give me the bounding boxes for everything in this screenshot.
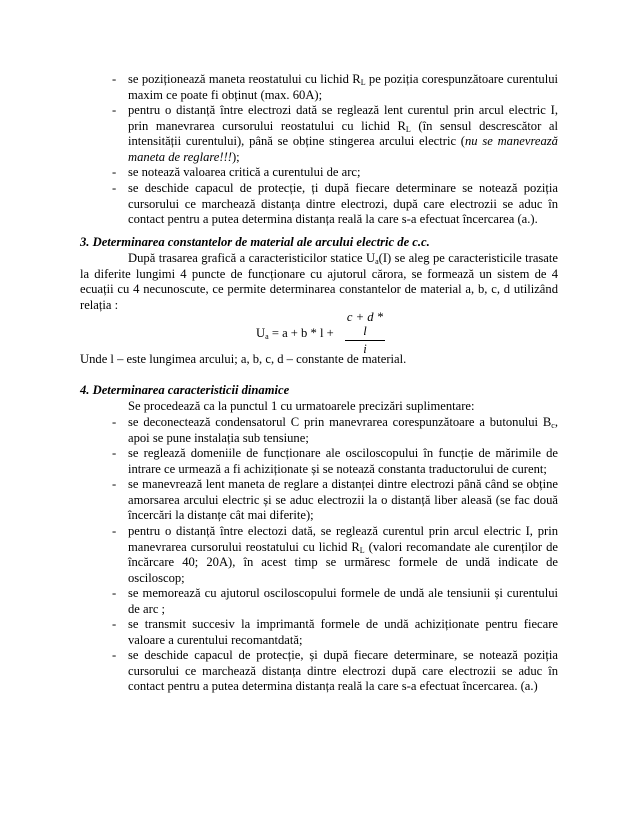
- fraction: [345, 310, 385, 356]
- bullet-dash: -: [112, 446, 117, 460]
- subscript: L: [360, 78, 366, 87]
- paragraph: [80, 251, 558, 313]
- bullet-dash: -: [112, 103, 117, 117]
- subscript: a: [265, 332, 269, 341]
- subscript: L: [405, 124, 411, 134]
- section-heading: 4. Determinarea caracteristicii dinamice: [80, 383, 290, 397]
- formula: [256, 310, 406, 356]
- list-item-text: );: [231, 149, 240, 164]
- fraction-numerator: c + d * l: [346, 310, 384, 338]
- paragraph-text: După trasarea grafică a caracteristicilor statice U: [128, 251, 376, 265]
- list-item-text: se manevrează lent maneta de reglare a distanței dintre electrozi până când se obține amorsarea arcului electric și se aduc electrozii la o distanță liber aleasă (se fac două încercări la distanțe cât mai diferite);: [128, 477, 558, 523]
- list-item-text: pentru o distanță între electrozi dată se reglează lent curentul prin arcul electric I, prin manevrarea cursorului reostatului cu lichid R: [128, 103, 558, 133]
- list-item-text: se deschide capacul de protecție, ți după fiecare determinare se notează poziția cursorului ce marchează distanța dintre electrozi, după care electrozii se aduc în contact pentru a putea determina distanța reală la care s-a efectuat încercarea (a.).: [128, 181, 558, 227]
- section-heading: 3. Determinarea constantelor de material ale arcului electric de c.c.: [80, 235, 430, 249]
- formula-lhs: [256, 326, 334, 341]
- list-item-text: (în sensul descrescător al intensității curentului), până se obține stingerea arcului electric (: [128, 118, 558, 149]
- paragraph-text: Se procedează ca la punctul 1 cu urmatoarele precizări suplimentare:: [128, 399, 475, 413]
- formula-symbol: U: [256, 326, 266, 340]
- list-item-text: se reglează domeniile de funcționare ale osciloscopului în funcție de mărimile de intrare ce urmează a fi achiziționate și se notează constanta traductorului de curent;: [128, 446, 558, 476]
- bullet-dash: -: [112, 524, 117, 538]
- list-item-text: se deschide capacul de protecție, și după fiecare determinare, se notează poziția cursorului ce marchează distanța dintre electrozi după care electrozii se aduc în contact pentru a putea determina distanța reală la care s-a efectuat încercarea. (a.): [128, 648, 558, 694]
- paragraph-text: (I) se aleg pe caracteristicile trasate la diferite lungimi 4 puncte de funcționare cu ajutorul cărora, se formează un sistem de 4 ecuații cu 4 necunoscute, ce permite determinarea constantelor de material a, b, c, d utilizând relația :: [80, 251, 558, 312]
- subscript: L: [359, 545, 365, 555]
- paragraph: Unde l – este lungimea arcului; a, b, c, d – constante de material.: [80, 352, 407, 366]
- bullet-dash: -: [112, 165, 117, 179]
- bullet-dash: -: [112, 617, 117, 631]
- fraction-bar: [345, 340, 385, 341]
- list-item-text: se poziționează maneta reostatului cu lichid R: [128, 72, 361, 86]
- list-item-text: se notează valoarea critică a curentului de arc;: [128, 165, 361, 179]
- formula-text: = a + b * l +: [268, 326, 334, 340]
- bullet-dash: -: [112, 586, 117, 600]
- subscript: a: [375, 257, 379, 266]
- list-item-text: (valori recomandate ale curenților de încărcare 40; 20A), în acest timp se urmăresc formele de undă indicate de osciloscop;: [128, 539, 558, 585]
- list-item-text: , apoi se pune instalația sub tensiune;: [128, 415, 558, 445]
- list-item-text: se memorează cu ajutorul osciloscopului formele de undă ale tensiunii și curentului de arc ;: [128, 586, 558, 616]
- bullet-dash: -: [112, 415, 117, 429]
- list-item-text: se transmit succesiv la imprimantă formele de undă achiziționate pentru fiecare valoare a curentului recomantdată;: [128, 617, 558, 647]
- list-item-text: pe poziția corespunzătoare curentului maxim ce poate fi obținut (max. 60A);: [128, 72, 558, 102]
- bullet-dash: -: [112, 648, 117, 662]
- list-item-text: se deconectează condensatorul C prin manevrarea corespunzătoare a butonului B: [128, 415, 552, 429]
- fraction-denominator: i: [363, 342, 367, 356]
- list-item-text: pentru o distanță între electozi dată, se reglează curentul prin arcul electric I, prin manevrarea cursorului reostatului cu lichid R: [128, 524, 558, 554]
- bullet-dash: -: [112, 72, 117, 86]
- paragraph: [80, 399, 558, 415]
- italic-note: nu se manevrează maneta de reglare!!!: [128, 134, 558, 164]
- bullet-dash: -: [112, 477, 117, 491]
- subscript: c: [551, 421, 555, 430]
- bullet-dash: -: [112, 181, 117, 195]
